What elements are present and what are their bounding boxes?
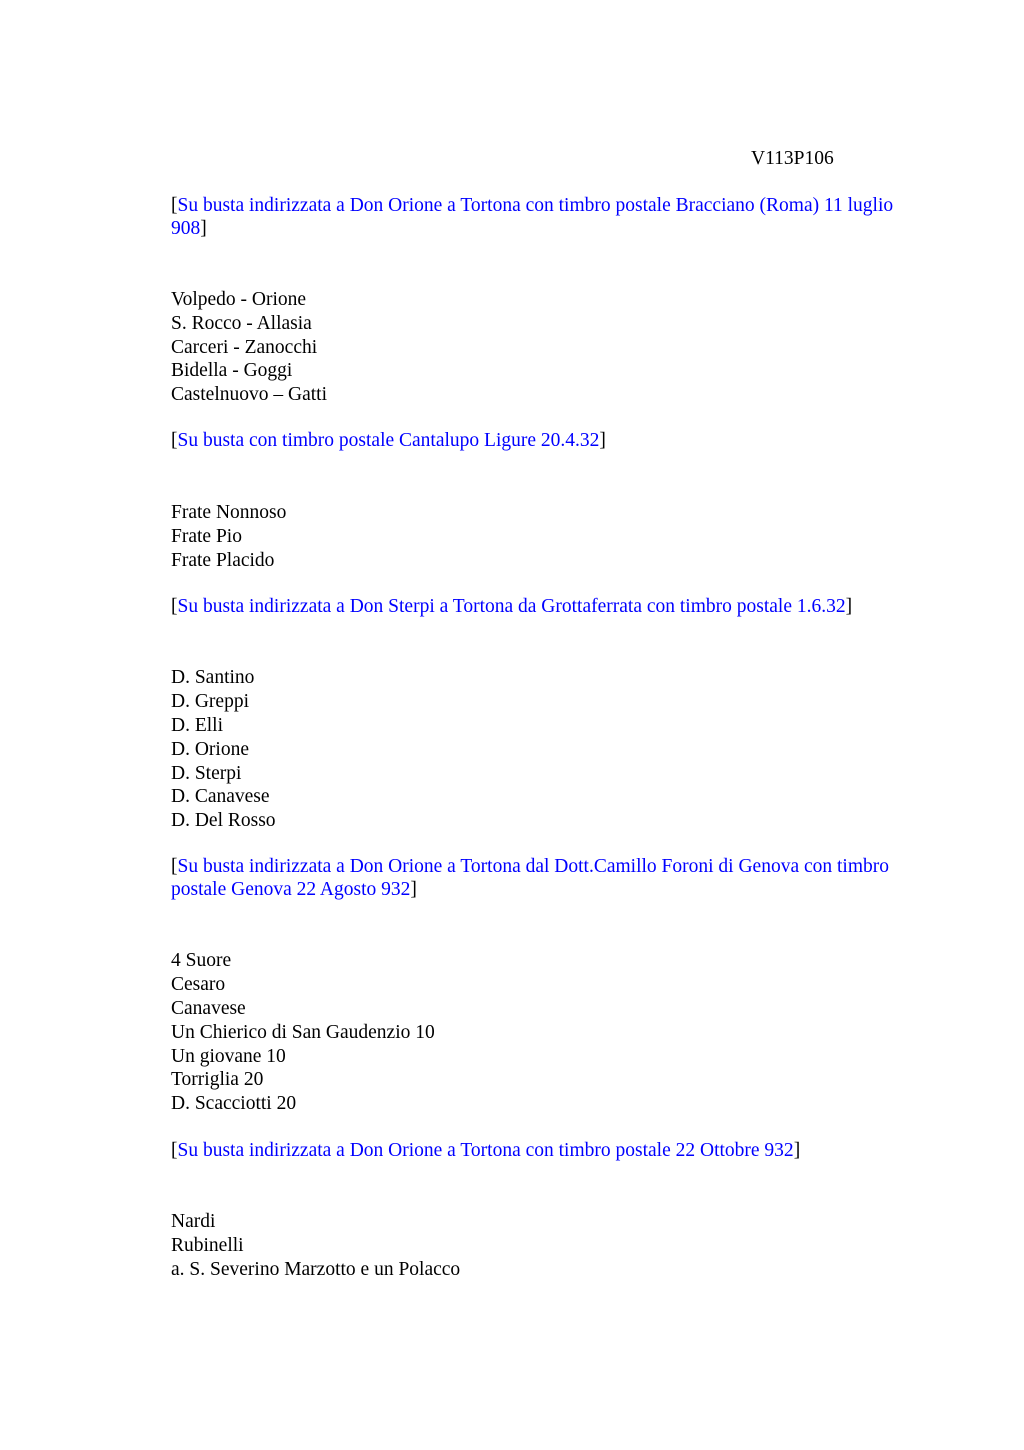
list-item: D. Orione (171, 738, 249, 760)
list-item: Bidella - Goggi (171, 360, 293, 382)
document-body (171, 195, 901, 1281)
envelope-note: [Su busta indirizzata a Don Sterpi a Tortona da Grottaferrata con timbro postale 1.6.32] (171, 595, 853, 617)
list-item: S. Rocco - Allasia (171, 312, 312, 334)
list-item: D. Santino (171, 667, 255, 689)
list-item: Cesaro (171, 974, 226, 996)
list-item: D. Elli (171, 714, 223, 736)
list-item: D. Greppi (171, 691, 249, 713)
list-item: Volpedo - Orione (171, 289, 307, 310)
envelope-note-text: Su busta indirizzata a Don Orione a Tortona con timbro postale Bracciano (Roma) 11 luglio 908 (171, 195, 894, 239)
envelope-note-text: Su busta indirizzata a Don Orione a Tortona dal Dott.Camillo Foroni di Genova con timbro postale Genova 22 Agosto 932 (171, 856, 890, 900)
list-item: Nardi (171, 1211, 216, 1233)
list-item: Frate Placido (171, 549, 275, 571)
name-list (171, 1210, 901, 1281)
envelope-note-text: Su busta indirizzata a Don Orione a Tortona con timbro postale 22 Ottobre 932 (177, 1139, 794, 1161)
list-item: Torriglia 20 (171, 1069, 264, 1091)
list-item: Un giovane 10 (171, 1045, 286, 1067)
document-reference: V113P106 (751, 148, 834, 169)
list-item: D. Del Rosso (171, 810, 276, 832)
envelope-note: [Su busta indirizzata a Don Orione a Tortona dal Dott.Camillo Foroni di Genova con timbro postale Genova 22 Agosto 932] (171, 856, 890, 900)
name-list (171, 666, 901, 833)
list-item: a. S. Severino Marzotto e un Polacco (171, 1258, 461, 1280)
envelope-note: [Su busta indirizzata a Don Orione a Tortona con timbro postale 22 Ottobre 932] (171, 1139, 801, 1161)
envelope-note-text: Su busta con timbro postale Cantalupo Ligure 20.4.32 (177, 430, 600, 452)
list-item: 4 Suore (171, 950, 232, 972)
list-item: Rubinelli (171, 1234, 244, 1256)
list-item: Castelnuovo – Gatti (171, 384, 327, 406)
list-item: Canavese (171, 998, 246, 1020)
list-item: Frate Nonnoso (171, 501, 287, 523)
envelope-note: [Su busta indirizzata a Don Orione a Tortona con timbro postale Bracciano (Roma) 11 luglio 908] (171, 195, 894, 239)
list-item: D. Sterpi (171, 762, 242, 784)
list-item: Un Chierico di San Gaudenzio 10 (171, 1021, 435, 1043)
envelope-note-text: Su busta indirizzata a Don Sterpi a Tortona da Grottaferrata con timbro postale 1.6.32 (177, 595, 846, 617)
list-item: D. Scacciotti 20 (171, 1093, 297, 1115)
list-item: Carceri - Zanocchi (171, 336, 318, 358)
list-item: D. Canavese (171, 786, 270, 808)
envelope-note: [Su busta con timbro postale Cantalupo Ligure 20.4.32] (171, 430, 606, 452)
name-list (171, 501, 901, 572)
list-item: Frate Pio (171, 525, 242, 547)
name-list (171, 949, 901, 1116)
name-list (171, 288, 901, 407)
